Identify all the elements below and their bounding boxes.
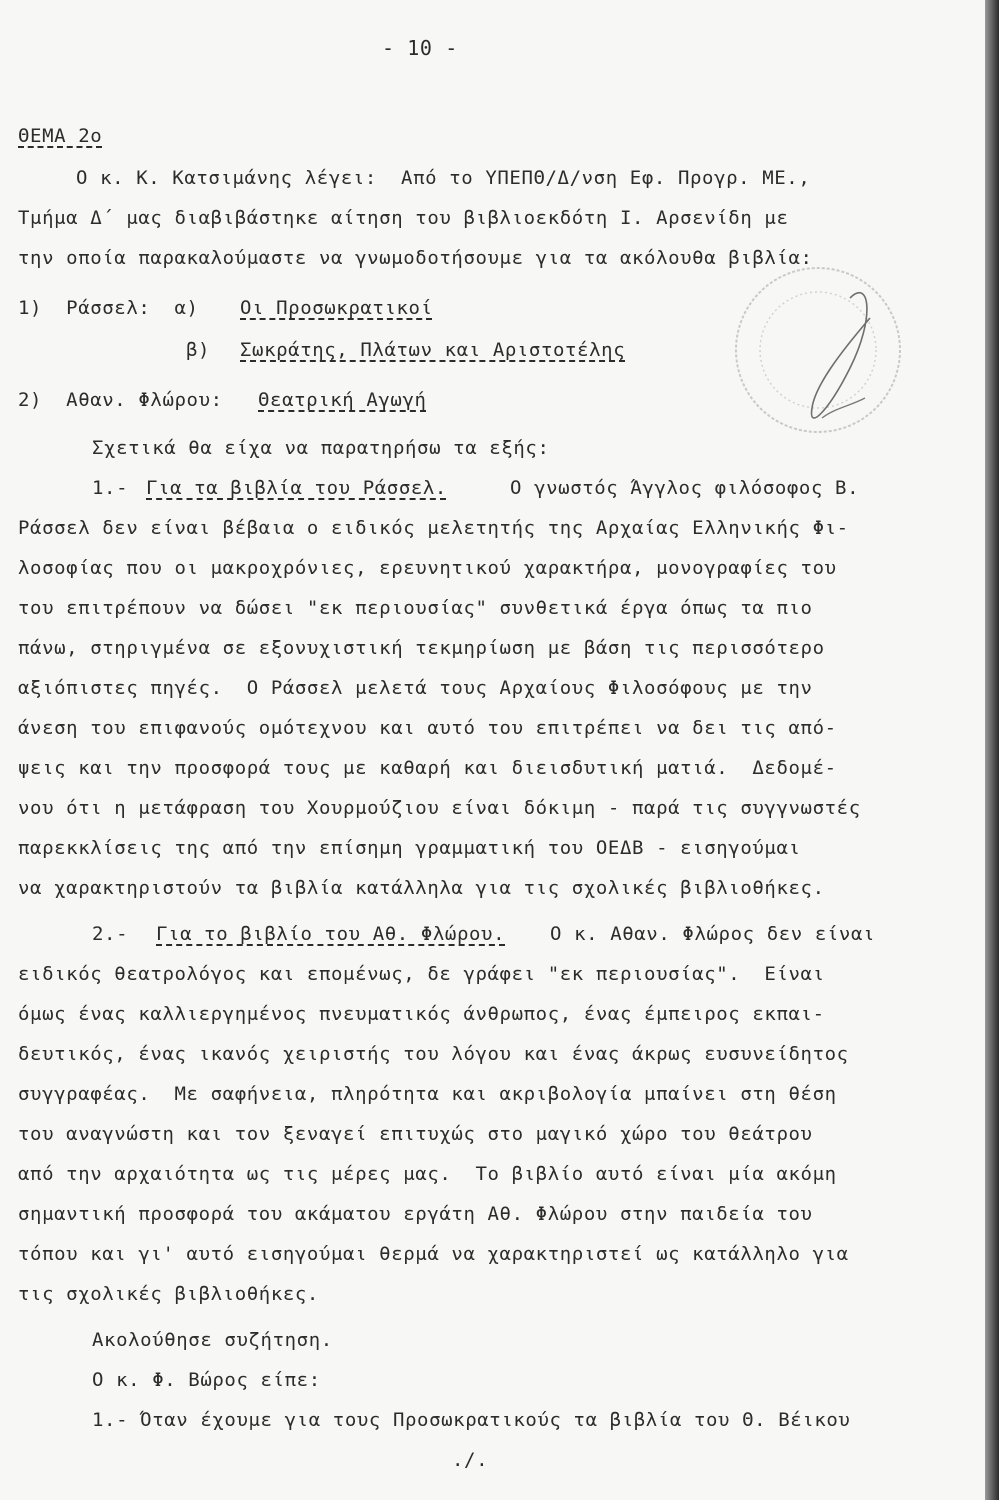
remark: Σχετικά θα είχα να παρατηρήσω τα εξής: <box>92 437 550 459</box>
body-line: Ράσσελ δεν είναι βέβαια ο ειδικός μελετητής της Αρχαίας Ελληνικής Φι- <box>18 517 849 539</box>
intro-line: Ο κ. Κ. Κατσιμάνης λέγει: Από το ΥΠΕΠΘ/Δ/νση Εφ. Προγρ. ΜΕ., <box>76 167 811 189</box>
stamp-seal-icon <box>700 258 910 468</box>
book-title: Θεατρική Αγωγή <box>258 389 427 411</box>
page-number: - 10 - <box>382 36 458 60</box>
discussion-note: Ακολούθησε συζήτηση. <box>92 1329 333 1351</box>
body-line: από την αρχαιότητα ως τις μέρες μας. Το βιβλίο αυτό είναι μία ακόμη <box>18 1163 837 1185</box>
body-line: του επιτρέπουν να δώσει "εκ περιουσίας" συνθετικά έργα όπως τα πιο <box>18 597 813 619</box>
section-1-text: Ο γνωστός Άγγλος φιλόσοφος Β. <box>510 477 860 499</box>
section-1-title: Για τα βιβλία του Ράσσελ. <box>146 477 447 499</box>
section-2-number: 2.- <box>92 923 129 945</box>
continued-mark: ./. <box>452 1449 489 1471</box>
body-line: ειδικός θεατρολόγος και επομένως, δε γράφει "εκ περιουσίας". Είναι <box>18 963 825 985</box>
speaker-line: Ο κ. Φ. Βώρος είπε: <box>92 1369 321 1391</box>
body-line: νου ότι η μετάφραση του Χουρμούζιου είναι δόκιμη - παρά τις συγγνωστές <box>18 797 861 819</box>
body-line: λοσοφίας που οι μακροχρόνιες, ερευνητικού χαρακτήρα, μονογραφίες του <box>18 557 837 579</box>
body-line: πάνω, στηριγμένα σε εξονυχιστική τεκμηρίωση με βάση τις περισσότερο <box>18 637 825 659</box>
section-2-text: Ο κ. Αθαν. Φλώρος δεν είναι <box>550 923 876 945</box>
body-line: αξιόπιστες πηγές. Ο Ράσσελ μελετά τους Αρχαίους Φιλοσόφους με την <box>18 677 813 699</box>
body-line: συγγραφέας. Με σαφήνεια, πληρότητα και ακριβολογία μπαίνει στη θέση <box>18 1083 837 1105</box>
body-line: άνεση του επιφανούς ομότεχνου και αυτό του επιτρέπει να δει τις από- <box>18 717 837 739</box>
section-1-number: 1.- <box>92 477 129 499</box>
section-2-title: Για το βιβλίο του Αθ. Φλώρου. <box>156 923 506 945</box>
body-line: τις σχολικές βιβλιοθήκες. <box>18 1283 319 1305</box>
book-item-1b-prefix: β) <box>186 339 211 361</box>
book-item-2-prefix: 2) Αθαν. Φλώρου: <box>18 389 223 411</box>
book-title: Σωκράτης, Πλάτων και Αριστοτέλης <box>240 339 626 361</box>
body-line: να χαρακτηριστούν τα βιβλία κατάλληλα για τις σχολικές βιβλιοθήκες. <box>18 877 825 899</box>
body-line: 1.- Όταν έχουμε για τους Προσωκρατικούς τα βιβλία του Θ. Βέικου <box>92 1409 851 1431</box>
intro-line: Τμήμα Δ΄ μας διαβιβάστηκε αίτηση του βιβλιοεκδότη Ι. Αρσενίδη με <box>18 207 789 229</box>
heading: ΘΕΜΑ 2ο <box>18 125 103 147</box>
body-line: του αναγνώστη και τον ξεναγεί επιτυχώς στο μαγικό χώρο του θεάτρου <box>18 1123 813 1145</box>
body-line: ψεις και την προσφορά τους με καθαρή και διεισδυτική ματιά. Δεδομέ- <box>18 757 837 779</box>
intro-line: την οποία παρακαλούμαστε να γνωμοδοτήσουμε για τα ακόλουθα βιβλία: <box>18 247 813 269</box>
body-line: σημαντική προσφορά του ακάματου εργάτη Αθ. Φλώρου στην παιδεία του <box>18 1203 813 1225</box>
page-edge <box>985 0 999 1500</box>
body-line: δευτικός, ένας ικανός χειριστής του λόγου και ένας άκρως ευσυνείδητος <box>18 1043 849 1065</box>
book-title: Οι Προσωκρατικοί <box>240 297 433 319</box>
book-item-1-prefix: 1) Ράσσελ: α) <box>18 297 199 319</box>
body-line: παρεκκλίσεις της από την επίσημη γραμματική του ΟΕΔΒ - εισηγούμαι <box>18 837 801 859</box>
body-line: όμως ένας καλλιεργημένος πνευματικός άνθρωπος, ένας έμπειρος εκπαι- <box>18 1003 825 1025</box>
body-line: τόπου και γι' αυτό εισηγούμαι θερμά να χαρακτηριστεί ως κατάλληλο για <box>18 1243 849 1265</box>
